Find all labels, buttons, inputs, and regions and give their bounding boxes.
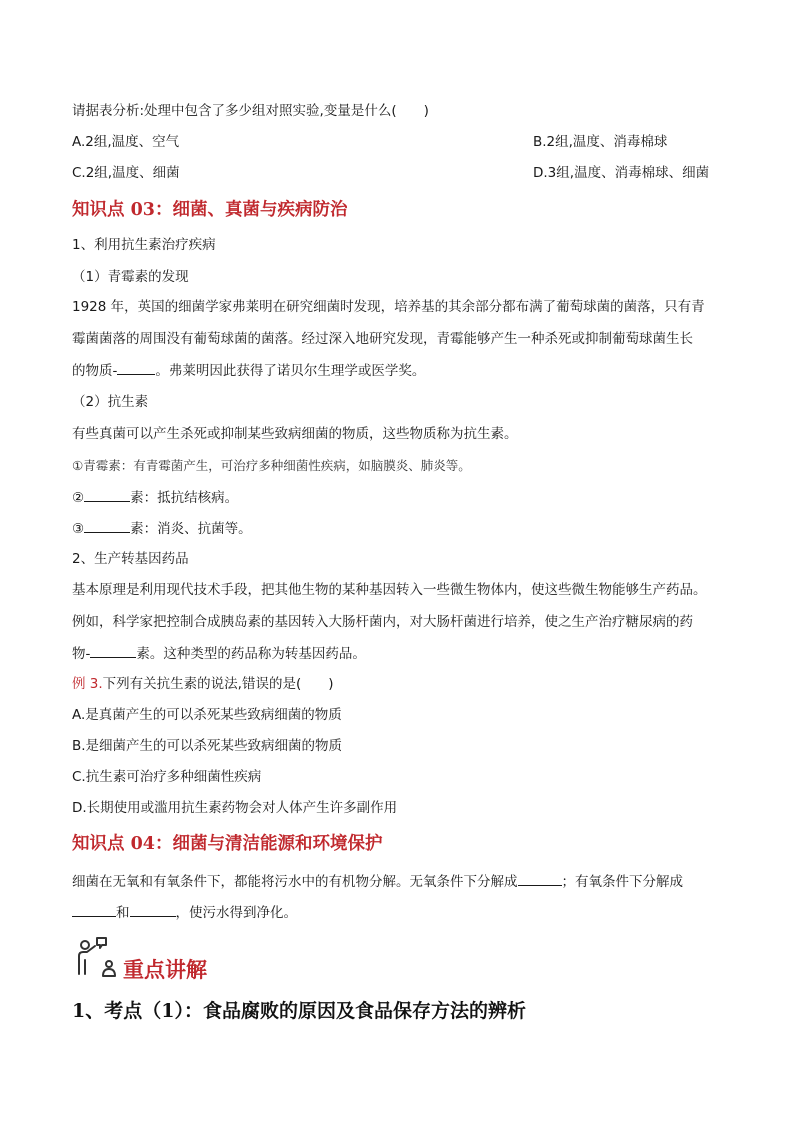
paragraph-line: 例如，科学家把控制合成胰岛素的基因转入大肠杆菌内，对大肠杆菌进行培养，使之生产治疗糖尿病的药 — [72, 614, 693, 630]
paragraph-line: 1928 年，英国的细菌学家弗莱明在研究细菌时发现，培养基的其余部分都布满了葡萄球菌的菌落，只有青 — [72, 299, 705, 315]
text-fragment: 和 — [116, 905, 130, 921]
paragraph-line: 基本原理是利用现代技术手段，把其他生物的某种基因转入一些微生物体内，使这些微生物能够生产药品。 — [72, 582, 707, 598]
subheading-antibiotic: （2）抗生素 — [72, 394, 149, 410]
option-b: B.2组,温度、消毒棉球 — [533, 134, 668, 150]
text-fragment: 物- — [72, 646, 91, 662]
text-fragment: 素：抵抗结核病。 — [130, 490, 239, 506]
paragraph-line-with-blank — [72, 871, 683, 892]
option-c: C.2组,温度、细菌 — [72, 165, 180, 181]
paragraph-line: 霉菌菌落的周围没有葡萄球菌的菌落。经过深入地研究发现，青霉能够产生一种杀死或抑制葡萄球菌生长 — [72, 331, 693, 347]
paragraph-line: 有些真菌可以产生杀死或抑制某些致病细菌的物质，这些物质称为抗生素。 — [72, 426, 518, 442]
paragraph-line-with-blank — [72, 360, 425, 381]
text-fragment: ② — [72, 490, 85, 506]
fill-in-blank — [117, 360, 155, 375]
example-option-a: A.是真菌产生的可以杀死某些致病细菌的物质 — [72, 707, 342, 723]
option-a: A.2组,温度、空气 — [72, 134, 180, 150]
fill-in-blank — [72, 902, 116, 917]
list-item-blank — [72, 518, 252, 539]
key-point-heading: 1、考点（1）：食品腐败的原因及食品保存方法的辨析 — [72, 1000, 526, 1022]
text-fragment: ③ — [72, 521, 85, 537]
list-item-penicillin: ①青霉素：有青霉菌产生，可治疗多种细菌性疾病，如脑膜炎、肺炎等。 — [72, 458, 471, 473]
text-fragment: 的物质- — [72, 363, 118, 379]
knowledge-point-04-heading: 知识点 04：细菌与清洁能源和环境保护 — [72, 834, 383, 854]
paragraph-line-with-blanks — [72, 902, 297, 923]
fill-in-blank — [130, 902, 176, 917]
text-fragment: 素。这种类型的药品称为转基因药品。 — [136, 646, 366, 662]
subheading-transgenic-drugs: 2、生产转基因药品 — [72, 551, 189, 567]
fill-in-blank — [518, 871, 562, 886]
list-item-blank — [72, 487, 238, 508]
option-d: D.3组,温度、消毒棉球、细菌 — [533, 165, 710, 181]
paragraph-line-with-blank — [72, 643, 366, 664]
example-text: 下列有关抗生素的说法,错误的是( ) — [102, 676, 334, 692]
question-prompt: 请据表分析:处理中包含了多少组对照实验,变量是什么( ) — [72, 103, 429, 119]
example-option-c: C.抗生素可治疗多种细菌性疾病 — [72, 769, 262, 785]
example-option-d: D.长期使用或滥用抗生素药物会对人体产生许多副作用 — [72, 800, 398, 816]
text-fragment: ，使污水得到净化。 — [175, 905, 297, 921]
text-fragment: 细菌在无氧和有氧条件下，都能将污水中的有机物分解。无氧条件下分解成 — [72, 874, 518, 890]
subheading-antibiotics: 1、利用抗生素治疗疾病 — [72, 237, 216, 253]
example-option-b: B.是细菌产生的可以杀死某些致病细菌的物质 — [72, 738, 343, 754]
section-title: 重点讲解 — [123, 957, 207, 982]
subheading-penicillin-discovery: （1）青霉素的发现 — [72, 269, 189, 285]
teacher-presentation-icon — [74, 936, 120, 980]
example-question — [72, 674, 334, 694]
text-fragment: ；有氧条件下分解成 — [561, 874, 683, 890]
text-fragment: 。弗莱明因此获得了诺贝尔生理学或医学奖。 — [155, 363, 426, 379]
example-label: 例 3. — [72, 676, 103, 692]
fill-in-blank — [84, 518, 130, 533]
knowledge-point-03-heading: 知识点 03：细菌、真菌与疾病防治 — [72, 200, 348, 220]
fill-in-blank — [84, 487, 130, 502]
fill-in-blank — [90, 643, 136, 658]
text-fragment: 素：消炎、抗菌等。 — [130, 521, 252, 537]
